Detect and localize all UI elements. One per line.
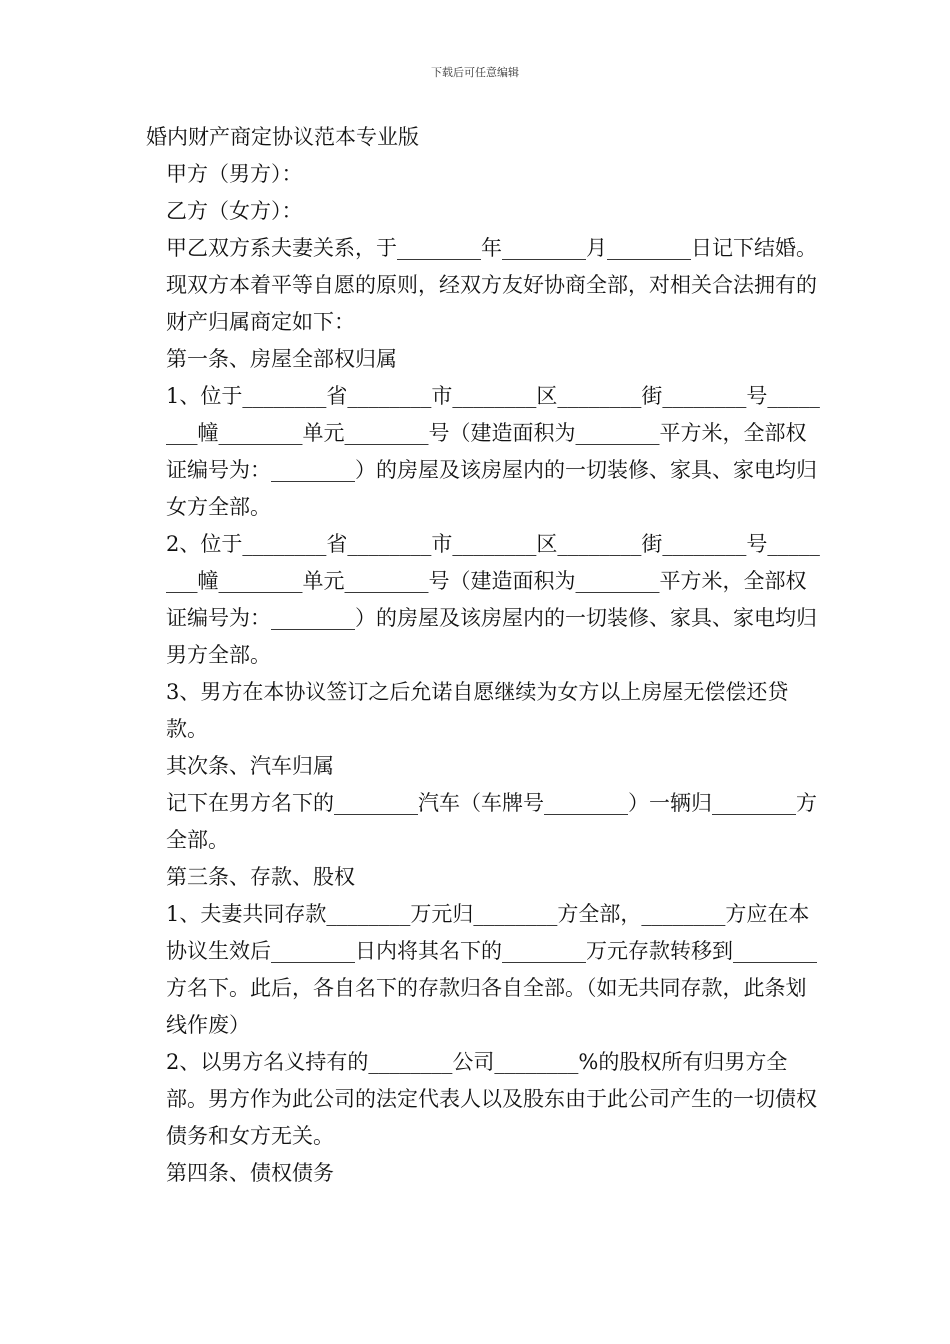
article-3-clause-2: 2、以男方名义持有的________公司________%的股权所有归男方全部。男方作为此公司的法定代表人以及股东由于此公司产生的一切债权债务和女方无关。 [166,1050,817,1148]
article-1-heading: 第一条、房屋全部权归属 [166,347,397,371]
document-title: 婚内财产商定协议范本专业版 [146,125,419,149]
marriage-intro-paragraph: 甲乙双方系夫妻关系，于________年________月________日记下结婚。现双方本着平等自愿的原则，经双方友好协商全部，对相关合法拥有的财产归属商定如下： [166,236,817,334]
document-body [146,119,822,1192]
page-header-note: 下载后可任意编辑 [431,66,519,79]
article-1-clause-1: 1、位于________省________市________区________街________号________幢________单元________号（建造面积为________平方米，全部权证编号为：________）的房屋及该房屋内的一切装修、家具、家电均归女方全部。 [166,384,820,519]
article-4-heading: 第四条、债权债务 [166,1161,334,1185]
article-3-heading: 第三条、存款、股权 [166,865,355,889]
party-b-line: 乙方（女方）： [166,199,303,223]
party-a-line: 甲方（男方）： [166,162,303,186]
article-3-clause-1: 1、夫妻共同存款________万元归________方全部，________方应在本协议生效后________日内将其名下的________万元存款转移到________方名下。此后，各自名下的存款归各自全部。（如无共同存款，此条划线作废） [166,902,817,1037]
article-2-heading: 其次条、汽车归属 [166,754,334,778]
article-2-clause: 记下在男方名下的________汽车（车牌号________）一辆归________方全部。 [166,791,817,852]
article-1-clause-2: 2、位于________省________市________区________街________号________幢________单元________号（建造面积为________平方米，全部权证编号为：________）的房屋及该房屋内的一切装修、家具、家电均归男方全部。 [166,532,820,667]
article-1-clause-3: 3、男方在本协议签订之后允诺自愿继续为女方以上房屋无偿偿还贷款。 [166,680,789,741]
